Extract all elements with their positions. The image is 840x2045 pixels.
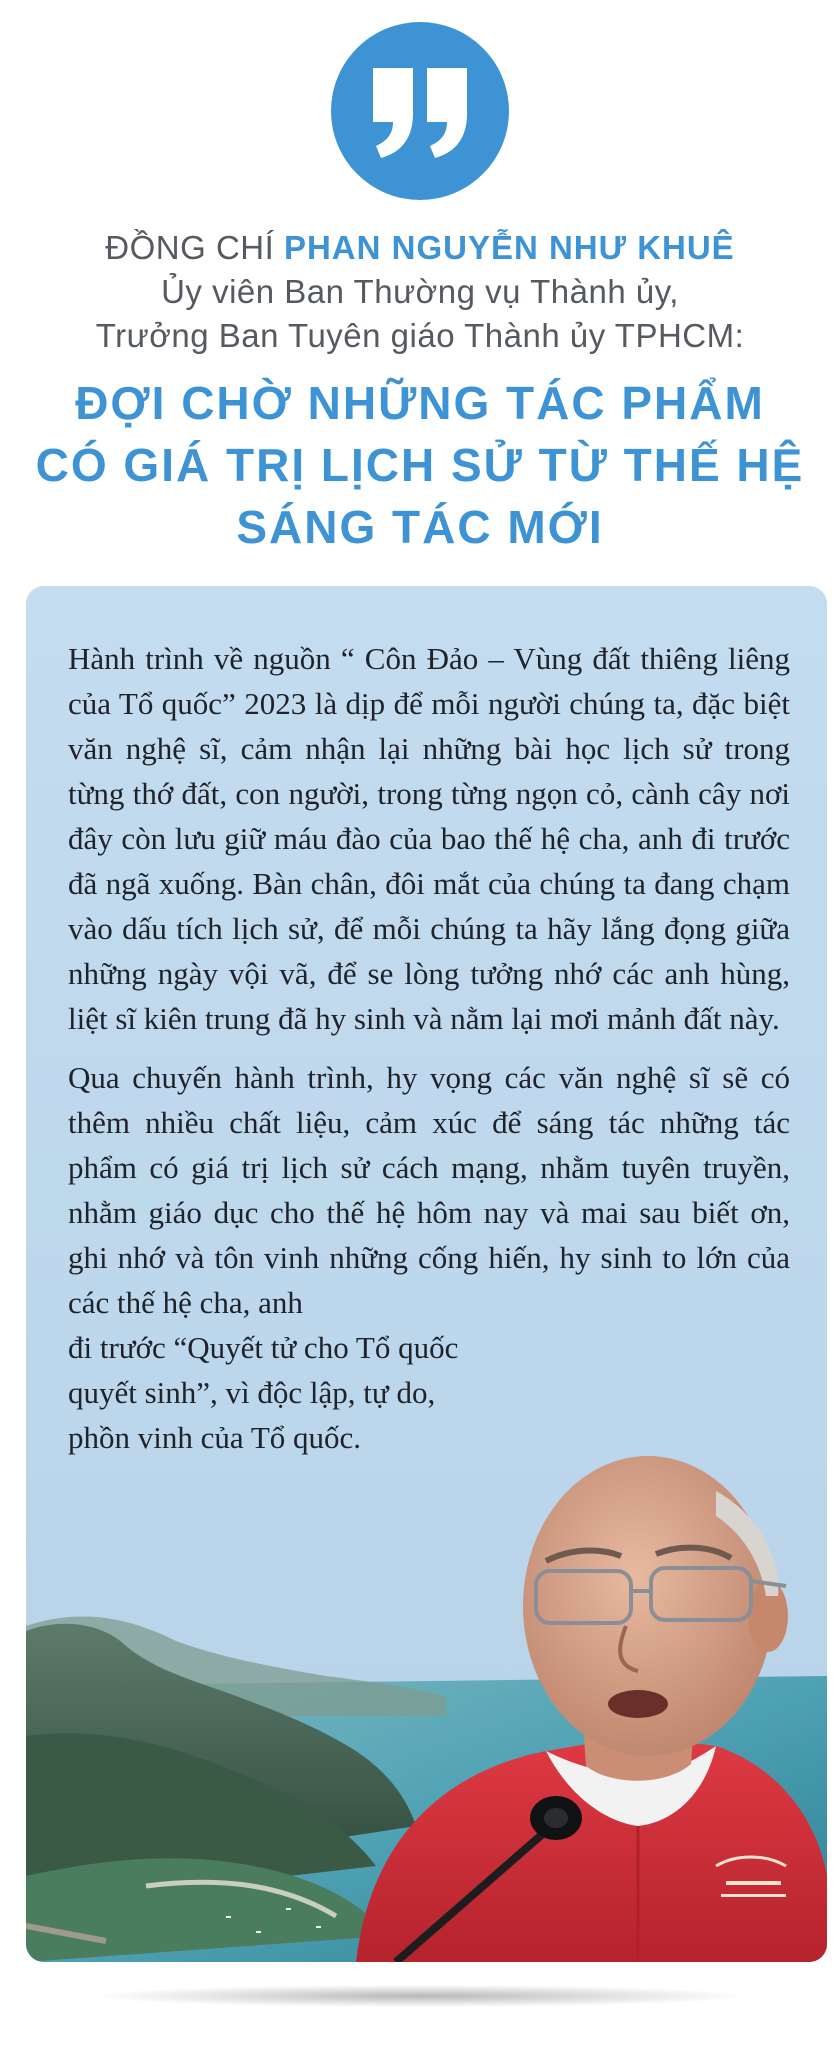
paragraph-2 bbox=[68, 1055, 790, 1325]
quote-card bbox=[26, 586, 827, 1962]
paragraph-2-text: Qua chuyến hành trình, hy vọng các văn nghệ sĩ sẽ có thêm nhiều chất liệu, cảm xúc để sáng tác những tác phẩm có giá trị lịch sử cách mạng, nhằm tuyên truyền, nhằm giáo dục cho thế hệ hôm nay và mai sau biết ơn, ghi nhớ và tôn vinh những cống hiến, hy sinh to lớn của các thế hệ cha, anh bbox=[68, 1060, 790, 1320]
paragraph-2-line-c: phồn vinh của Tổ quốc. bbox=[68, 1420, 362, 1455]
quote-badge bbox=[331, 22, 509, 200]
role-line-1: Ủy viên Ban Thường vụ Thành ủy, bbox=[161, 273, 679, 310]
role-line-2: Trưởng Ban Tuyên giáo Thành ủy TPHCM: bbox=[95, 317, 745, 354]
paragraph-1: Hành trình về nguồn “ Côn Đảo – Vùng đất thiêng liêng của Tổ quốc” 2023 là dịp để mỗi người chúng ta, đặc biệt văn nghệ sĩ, cảm nhận lại những bài học lịch sử trong từng thớ đất, con người, trong từng ngọn cỏ, cành cây nơi đây còn lưu giữ máu đào của bao thế hệ cha, anh đi trước đã ngã xuống. Bàn chân, đôi mắt của chúng ta đang chạm vào dấu tích lịch sử, để mỗi chúng ta hãy lắng đọng giữa những ngày vội vã, để se lòng tưởng nhớ các anh hùng, liệt sĩ kiên trung đã hy sinh và nằm lại mơi mảnh đất này. bbox=[68, 641, 790, 1036]
headline-line-3: SÁNG TÁC MỚI bbox=[236, 501, 604, 553]
paragraph-2-line-a: đi trước “Quyết tử cho Tổ quốc bbox=[68, 1330, 459, 1365]
person-name: PHAN NGUYỄN NHƯ KHUÊ bbox=[283, 229, 735, 266]
card-shadow bbox=[100, 1985, 740, 2007]
paragraph-2-line-b: quyết sinh”, vì độc lập, tự do, bbox=[68, 1375, 436, 1410]
headline-line-2: CÓ GIÁ TRỊ LỊCH SỬ TỪ THẾ HỆ bbox=[35, 439, 805, 491]
quote-mark-icon bbox=[365, 56, 475, 166]
title-prefix: ĐỒNG CHÍ bbox=[105, 229, 275, 266]
byline bbox=[0, 226, 840, 358]
headline-line-1: ĐỢI CHỜ NHỮNG TÁC PHẨM bbox=[75, 377, 765, 429]
article-body bbox=[68, 636, 790, 1460]
headline bbox=[0, 372, 840, 558]
